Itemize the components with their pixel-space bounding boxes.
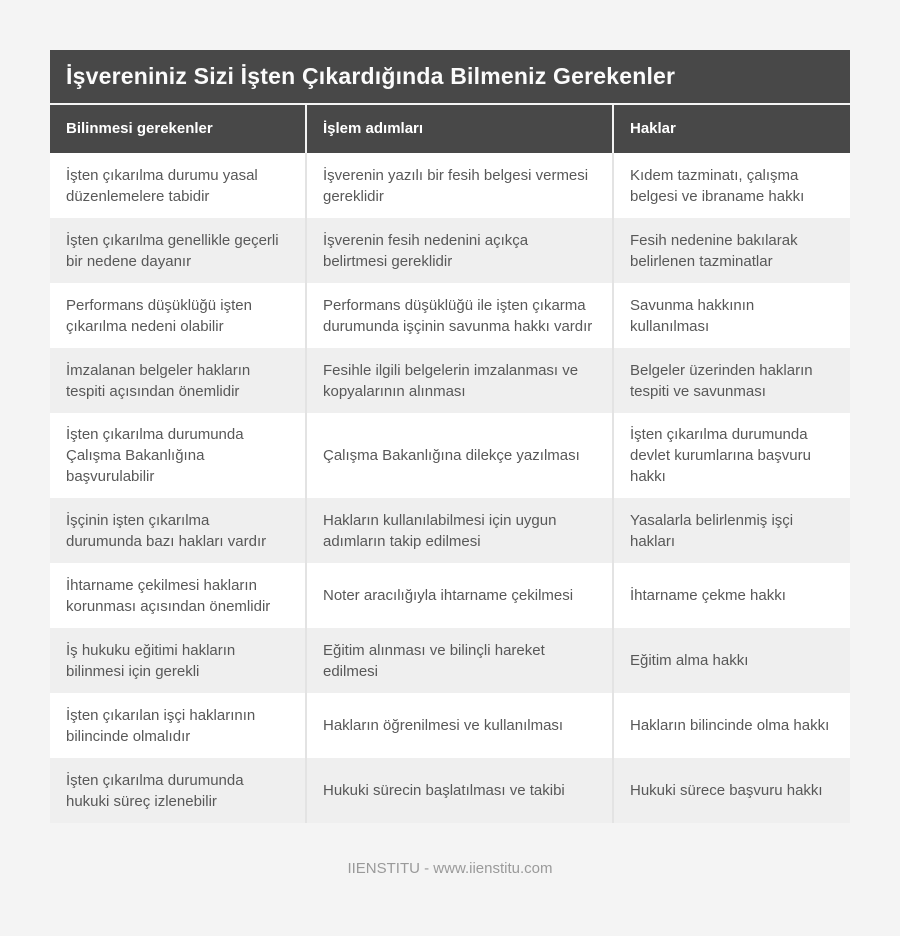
table-cell: Hukuki sürecin başlatılması ve takibi: [305, 758, 612, 823]
table-cell: İşçinin işten çıkarılma durumunda bazı hakları vardır: [66, 511, 267, 550]
table-row: [50, 498, 850, 563]
table-row: [50, 758, 850, 823]
info-table: [50, 50, 850, 823]
column-header-bilinmesi-gerekenler: Bilinmesi gerekenler: [66, 120, 213, 137]
table-row: [50, 413, 850, 498]
table-cell: Kıdem tazminatı, çalışma belgesi ve ibraname hakkı: [612, 153, 850, 218]
footer-credit: IIENSTITU - www.iienstitu.com: [347, 860, 553, 877]
table-cell: Fesihle ilgili belgelerin imzalanması ve kopyalarının alınması: [305, 348, 612, 413]
table-header-row: [50, 105, 850, 153]
table-cell: Performans düşüklüğü ile işten çıkarma durumunda işçinin savunma hakkı vardır: [305, 283, 612, 348]
table-row: [50, 153, 850, 218]
table-cell: Fesih nedenine bakılarak belirlenen tazminatlar: [612, 218, 850, 283]
table-cell: Hakların öğrenilmesi ve kullanılması: [305, 693, 612, 758]
table-cell: İşten çıkarılma durumunda devlet kurumlarına başvuru hakkı: [612, 413, 850, 498]
table-cell: Eğitim alınması ve bilinçli hareket edilmesi: [305, 628, 612, 693]
table-row: [50, 563, 850, 628]
table-cell: Savunma hakkının kullanılması: [612, 283, 850, 348]
column-header-haklar: Haklar: [612, 105, 850, 153]
table-cell: İşten çıkarılma durumunda hukuki süreç izlenebilir: [66, 771, 244, 810]
table-cell: İşten çıkarılma genellikle geçerli bir nedene dayanır: [66, 231, 279, 270]
table-cell: Çalışma Bakanlığına dilekçe yazılması: [305, 413, 612, 498]
table-cell: Eğitim alma hakkı: [612, 628, 850, 693]
table-cell: İşten çıkarılan işçi haklarının bilincinde olmalıdır: [66, 706, 256, 745]
table-cell: Belgeler üzerinden hakların tespiti ve savunması: [612, 348, 850, 413]
table-row: [50, 218, 850, 283]
table-row: [50, 693, 850, 758]
page-title: İşvereniniz Sizi İşten Çıkardığında Bilmeniz Gerekenler: [50, 50, 850, 105]
table-cell: Hakların bilincinde olma hakkı: [612, 693, 850, 758]
table-cell: Performans düşüklüğü işten çıkarılma nedeni olabilir: [66, 296, 252, 335]
table-cell: Noter aracılığıyla ihtarname çekilmesi: [305, 563, 612, 628]
table-cell: Yasalarla belirlenmiş işçi hakları: [612, 498, 850, 563]
table-cell: İmzalanan belgeler hakların tespiti açısından önemlidir: [66, 361, 251, 400]
table-cell: Hukuki sürece başvuru hakkı: [612, 758, 850, 823]
table-cell: İşten çıkarılma durumunda Çalışma Bakanlığına başvurulabilir: [66, 426, 244, 485]
table-cell: İşverenin fesih nedenini açıkça belirtmesi gereklidir: [305, 218, 612, 283]
table-row: [50, 283, 850, 348]
table-cell: İhtarname çekilmesi hakların korunması açısından önemlidir: [66, 576, 271, 615]
table-cell: Hakların kullanılabilmesi için uygun adımların takip edilmesi: [305, 498, 612, 563]
table-cell: İş hukuku eğitimi hakların bilinmesi için gerekli: [66, 641, 236, 680]
table-row: [50, 348, 850, 413]
table-row: [50, 628, 850, 693]
table-cell: İhtarname çekme hakkı: [612, 563, 850, 628]
table-cell: İşverenin yazılı bir fesih belgesi vermesi gereklidir: [305, 153, 612, 218]
column-header-islem-adimlari: İşlem adımları: [305, 105, 612, 153]
table-body: [50, 153, 850, 823]
table-cell: İşten çıkarılma durumu yasal düzenlemelere tabidir: [66, 166, 258, 205]
